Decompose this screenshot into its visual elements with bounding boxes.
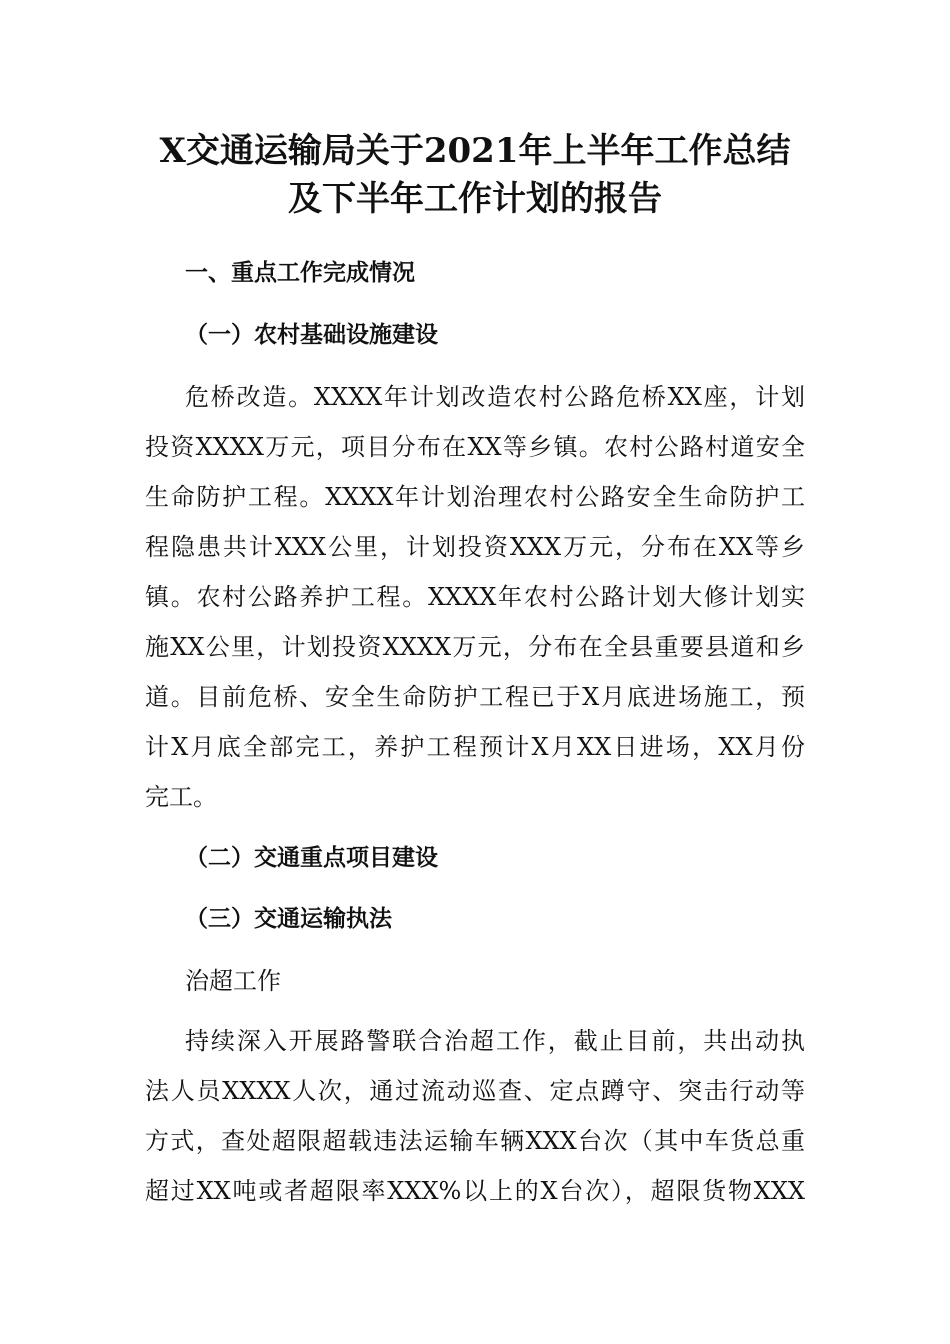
paragraph-line: 超过XX吨或者超限率XXX%以上的X台次），超限货物XXX [145,1177,805,1205]
subsection-heading-2: （二）交通重点项目建设 [185,844,438,871]
paragraph-line: 危桥改造。XXXX年计划改造农村公路危桥XX座，计划 [185,383,805,411]
paragraph-line: 程隐患共计XXX公里，计划投资XXX万元，分布在XX等乡 [145,533,805,561]
document-title-line-1: X交通运输局关于2021年上半年工作总结 [159,131,791,171]
paragraph-line: 持续深入开展路警联合治超工作，截止目前，共出动执 [185,1027,805,1055]
paragraph-line: 投资XXXX万元，项目分布在XX等乡镇。农村公路村道安全 [145,433,805,461]
paragraph-line: 计X月底全部完工，养护工程预计X月XX日进场，XX月份 [145,733,805,761]
paragraph-line: 施XX公里，计划投资XXXX万元，分布在全县重要县道和乡 [145,633,805,661]
document-title-line-2: 及下半年工作计划的报告 [288,179,662,219]
subsection-heading-1: （一）农村基础设施建设 [185,321,438,348]
paragraph-line: 道。目前危桥、安全生命防护工程已于X月底进场施工，预 [145,683,805,711]
paragraph-line: 镇。农村公路养护工程。XXXX年农村公路计划大修计划实 [145,583,805,611]
paragraph-line: 方式，查处超限超载违法运输车辆XXX台次（其中车货总重 [145,1127,805,1155]
paragraph-line: 法人员XXXX人次，通过流动巡查、定点蹲守、突击行动等 [145,1077,805,1105]
paragraph-line: 完工。 [145,783,217,811]
paragraph-line: 生命防护工程。XXXX年计划治理农村公路安全生命防护工 [145,483,805,511]
subsection-heading-3: （三）交通运输执法 [185,905,392,932]
topic-label: 治超工作 [185,967,281,995]
section-heading-1: 一、重点工作完成情况 [185,259,415,286]
